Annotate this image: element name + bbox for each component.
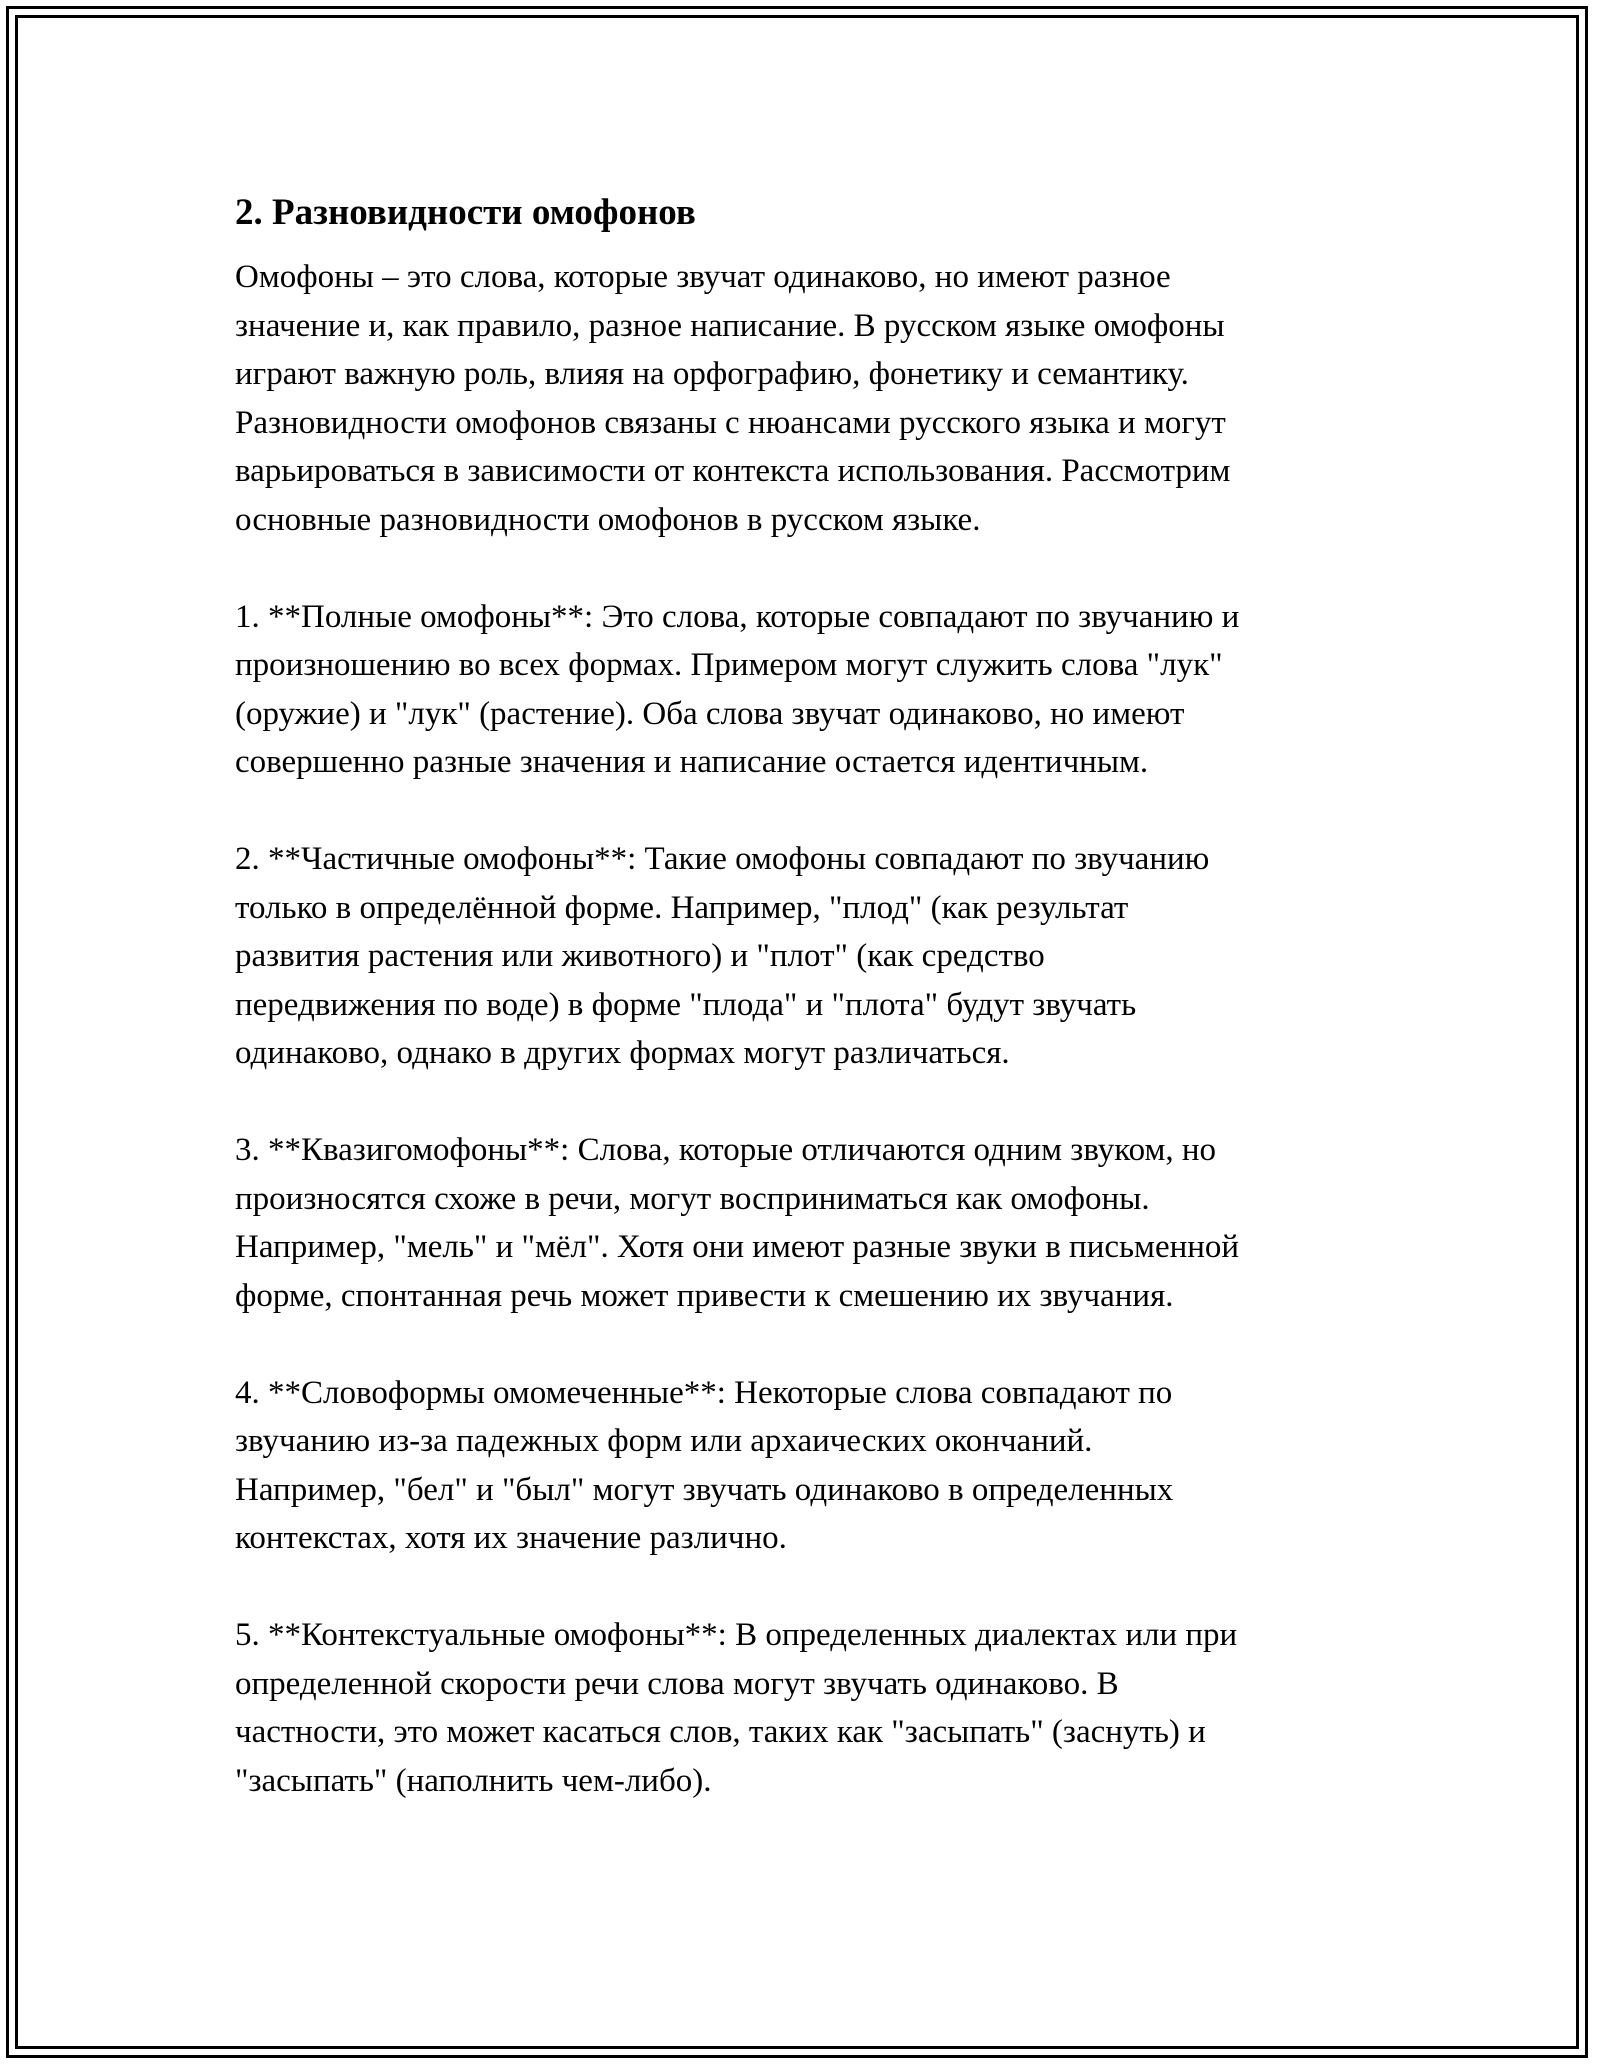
- text-line: Например, "мель" и "мёл". Хотя они имеют разные звуки в письменной: [235, 1229, 1240, 1265]
- text-line: 3. **Квазигомофоны**: Слова, которые отличаются одним звуком, но: [235, 1132, 1217, 1168]
- text-line: 1. **Полные омофоны**: Это слова, которые совпадают по звучанию и: [235, 598, 1240, 635]
- paragraph-item-5: [235, 1611, 1385, 1805]
- text-line: "засыпать" (наполнить чем-либо).: [235, 1762, 712, 1799]
- text-line: форме, спонтанная речь может привести к смешению их звучания.: [235, 1277, 1174, 1314]
- document-body: [235, 183, 1385, 1805]
- text-line: Разновидности омофонов связаны с нюансами русского языка и могут: [235, 404, 1226, 441]
- text-line: основные разновидности омофонов в русском языке.: [235, 501, 981, 538]
- paragraph-gap: [235, 1078, 1385, 1127]
- text-line: только в определённой форме. Например, "плод" (как результат: [235, 889, 1129, 926]
- paragraph-gap: [235, 787, 1385, 836]
- paragraph-item-3: [235, 1126, 1385, 1320]
- paragraph-item-4: [235, 1369, 1385, 1563]
- text-line: развития растения или животного) и "плот" (как средство: [235, 938, 1045, 974]
- paragraph-gap: [235, 1563, 1385, 1612]
- text-line: определенной скорости речи слова могут звучать одинаково. В: [235, 1665, 1119, 1702]
- text-line: одинаково, однако в других формах могут различаться.: [235, 1035, 1010, 1071]
- text-line: значение и, как правило, разное написание. В русском языке омофоны: [235, 307, 1225, 344]
- paragraph-gap: [235, 544, 1385, 593]
- text-line: звучанию из-за падежных форм или архаических окончаний.: [235, 1423, 1093, 1459]
- section-heading: 2. Разновидности омофонов: [235, 192, 696, 233]
- text-line: варьироваться в зависимости от контекста использования. Рассмотрим: [235, 453, 1231, 489]
- paragraph-intro: [235, 253, 1385, 544]
- paragraph-gap: [235, 1320, 1385, 1369]
- text-line: передвижения по воде) в форме "плода" и "плота" будут звучать: [235, 986, 1137, 1023]
- paragraph-item-1: [235, 593, 1385, 787]
- text-line: 4. **Словоформы омомеченные**: Некоторые слова совпадают по: [235, 1374, 1173, 1411]
- text-line: совершенно разные значения и написание остается идентичным.: [235, 744, 1149, 780]
- text-line: Например, "бел" и "был" могут звучать одинаково в определенных: [235, 1471, 1174, 1508]
- text-line: (оружие) и "лук" (растение). Оба слова звучат одинаково, но имеют: [235, 695, 1185, 732]
- paragraph-item-2: [235, 835, 1385, 1078]
- text-line: играют важную роль, влияя на орфографию, фонетику и семантику.: [235, 356, 1189, 392]
- text-line: произносятся схоже в речи, могут восприниматься как омофоны.: [235, 1180, 1150, 1217]
- text-line: произношению во всех формах. Примером могут служить слова "лук": [235, 647, 1223, 683]
- text-line: контекстах, хотя их значение различно.: [235, 1520, 787, 1556]
- text-line: 5. **Контекстуальные омофоны**: В определенных диалектах или при: [235, 1617, 1238, 1653]
- text-line: Омофоны – это слова, которые звучат одинаково, но имеют разное: [235, 259, 1171, 295]
- text-line: 2. **Частичные омофоны**: Такие омофоны совпадают по звучанию: [235, 841, 1210, 877]
- text-line: частности, это может касаться слов, таких как "засыпать" (заснуть) и: [235, 1714, 1206, 1750]
